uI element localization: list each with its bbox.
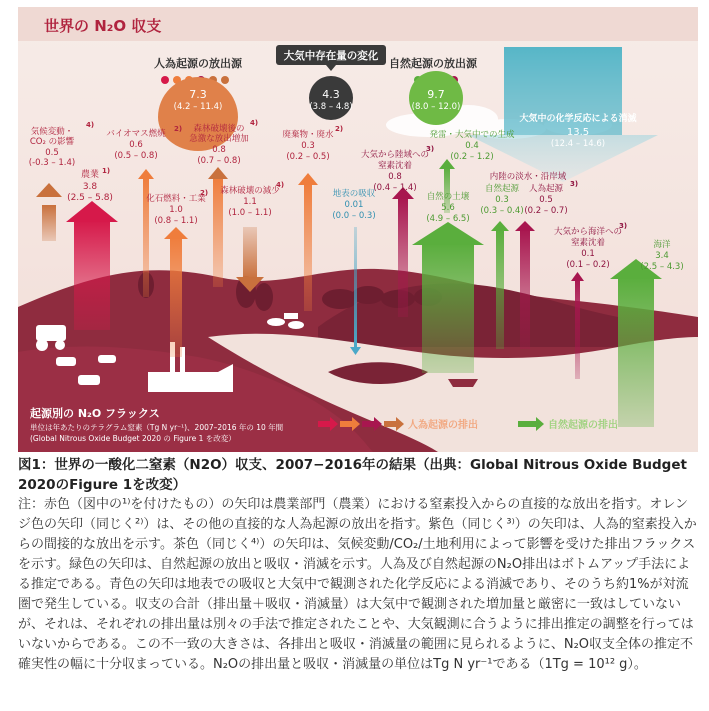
svg-text:海洋: 海洋	[653, 240, 671, 250]
svg-text:自然の土壌: 自然の土壌	[426, 192, 470, 202]
svg-text:急激な放出増加: 急激な放出増加	[189, 134, 249, 144]
svg-text:4): 4)	[249, 119, 259, 127]
svg-text:0.3: 0.3	[301, 141, 315, 151]
svg-text:(4.9 – 6.5): (4.9 – 6.5)	[426, 214, 470, 224]
svg-text:2): 2)	[199, 189, 209, 197]
svg-text:廃棄物・廃水: 廃棄物・廃水	[282, 130, 334, 140]
svg-text:大気から海洋への: 大気から海洋への	[553, 227, 623, 237]
svg-text:(3.8 – 4.8): (3.8 – 4.8)	[309, 102, 353, 112]
boat-icon	[448, 379, 478, 387]
svg-text:(0.2 – 0.7): (0.2 – 0.7)	[524, 206, 568, 216]
svg-text:5.6: 5.6	[441, 203, 455, 213]
svg-text:内陸の淡水・沿岸域: 内陸の淡水・沿岸域	[489, 172, 567, 182]
legend-source: (Global Nitrous Oxide Budget 2020 の Figure 1 を改変）	[30, 434, 236, 443]
header-natural: 自然起源の放出源	[389, 57, 477, 70]
legend-unit: 単位は年あたりのテラグラム窒素（Tg N yr⁻¹)、2007–2016 年の 10 年間	[30, 423, 284, 432]
svg-text:0.1: 0.1	[581, 249, 595, 259]
svg-text:(8.0 – 12.0): (8.0 – 12.0)	[411, 102, 461, 112]
svg-text:(1.0 – 1.1): (1.0 – 1.1)	[228, 208, 272, 218]
svg-text:1.1: 1.1	[243, 197, 257, 207]
svg-text:0.3: 0.3	[495, 195, 509, 205]
svg-text:3): 3)	[618, 222, 628, 230]
svg-text:自然起源: 自然起源	[484, 184, 520, 194]
svg-text:(4.2 – 11.4): (4.2 – 11.4)	[173, 102, 223, 112]
arrow-natural-soils	[412, 222, 484, 373]
svg-text:森林破壊後の: 森林破壊後の	[193, 124, 245, 134]
legend-title: 起源別の N₂O フラックス	[30, 407, 160, 420]
svg-text:1.0: 1.0	[169, 205, 183, 215]
svg-text:3.4: 3.4	[655, 251, 669, 261]
figure-title: 世界の N₂O 収支	[44, 17, 162, 35]
svg-text:4): 4)	[275, 181, 285, 189]
svg-text:(2.5 – 5.8): (2.5 – 5.8)	[67, 193, 113, 203]
circle-atmosphere	[309, 76, 353, 120]
svg-text:2): 2)	[334, 125, 344, 133]
svg-text:地表の吸収: 地表の吸収	[332, 189, 376, 199]
svg-text:(0.5 – 0.8): (0.5 – 0.8)	[114, 151, 158, 161]
svg-text:9.7: 9.7	[427, 88, 445, 101]
svg-text:バイオマス燃焼: バイオマス燃焼	[106, 129, 166, 139]
svg-text:化石燃料・工業: 化石燃料・工業	[146, 194, 206, 204]
svg-text:13.5: 13.5	[566, 127, 590, 138]
caption-note: 注：赤色（図中の¹⁾を付けたもの）の矢印は農業部門（農業）における窒素投入からの直接的な放出を指す。オレンジ色の矢印（同じく²⁾）は、その他の直接的な人為起源の放出を指す。紫色（同じく³⁾）の矢印は、人為的窒素投入からの間接的な放出を示す。茶色（同じく⁴⁾）の矢印は、気候変動/CO₂/土地利用によって影響を受けた排出フラックスを示す。緑色の矢印は、自然起源の放出と吸収・消滅を示す。人為及び自然起源のN₂O排出はボトムアップ手法による推定である。青色の矢印は地表での吸収と大気中で観測された化学反応による消滅であり、そのうち約1%が対流圏で発生している。収支の合計（排出量＋吸収・消滅量）は大気中で観測された増加量と厳密に一致はしていないが、それは、それぞれの排出量は別々の手法で推定されたことや、大気観測に合うように排出推定の調整を行ってはいないからである。この不一致の大きさは、各排出と吸収・消滅量の範囲に見られるように、N₂O収支全体の推定不確実性の幅に十分収まっている。N₂Oの排出量と吸収・消滅量の単位はTg N yr⁻¹である（1Tg = 10¹² g）。	[18, 497, 697, 672]
svg-text:(-0.3 – 1.4): (-0.3 – 1.4)	[28, 158, 76, 168]
legend-anthropogenic: 人為起源の排出	[408, 420, 478, 431]
legend-natural: 自然起源の排出	[548, 420, 618, 431]
svg-text:(0.1 – 0.2): (0.1 – 0.2)	[566, 260, 610, 270]
circle-natural	[409, 71, 463, 125]
svg-text:0.01: 0.01	[344, 200, 364, 210]
svg-text:人為起源: 人為起源	[528, 184, 564, 194]
svg-text:窒素沈着: 窒素沈着	[570, 238, 606, 248]
svg-text:窒素沈着: 窒素沈着	[377, 161, 413, 171]
svg-text:(0.7 – 0.8): (0.7 – 0.8)	[197, 156, 241, 166]
svg-text:(0.4 – 1.4): (0.4 – 1.4)	[373, 183, 417, 193]
svg-text:CO₂ の影響: CO₂ の影響	[29, 137, 75, 147]
n2o-budget-figure	[18, 7, 698, 452]
svg-text:大気から陸域への: 大気から陸域への	[360, 150, 430, 160]
svg-text:3): 3)	[569, 180, 579, 188]
svg-text:(2.5 – 4.3): (2.5 – 4.3)	[640, 262, 684, 272]
svg-text:0.6: 0.6	[129, 140, 143, 150]
header-anthropogenic: 人為起源の放出源	[154, 57, 242, 70]
svg-text:3): 3)	[425, 145, 435, 153]
svg-text:(0.3 – 0.4): (0.3 – 0.4)	[480, 206, 524, 216]
svg-text:気候変動・: 気候変動・	[30, 127, 74, 137]
svg-text:発雷・大気中での生成: 発雷・大気中での生成	[429, 130, 515, 140]
figure-caption	[18, 455, 698, 675]
caption-title: 図1：世界の一酸化二窒素（N2O）収支、2007−2016年の結果（出典：Global Nitrous Oxide Budget 2020のFigure 1を改変）	[18, 457, 687, 493]
header-atmosphere: 大気中存在量の変化	[283, 50, 379, 62]
svg-text:農業: 農業	[80, 170, 100, 180]
svg-text:7.3: 7.3	[189, 88, 207, 101]
svg-text:0.8: 0.8	[388, 172, 402, 182]
svg-text:(0.8 – 1.1): (0.8 – 1.1)	[154, 216, 198, 226]
svg-text:4.3: 4.3	[322, 88, 340, 101]
svg-text:0.4: 0.4	[465, 141, 479, 151]
svg-text:0.5: 0.5	[45, 148, 59, 158]
svg-text:1): 1)	[101, 167, 111, 175]
svg-text:(0.2 – 1.2): (0.2 – 1.2)	[450, 152, 494, 162]
svg-text:2): 2)	[173, 125, 183, 133]
svg-text:4): 4)	[85, 121, 95, 129]
svg-text:0.5: 0.5	[539, 195, 553, 205]
svg-text:(0.0 – 0.3): (0.0 – 0.3)	[332, 211, 376, 221]
svg-text:(12.4 – 14.6): (12.4 – 14.6)	[550, 139, 606, 149]
svg-text:3.8: 3.8	[82, 182, 98, 192]
svg-text:(0.2 – 0.5): (0.2 – 0.5)	[286, 152, 330, 162]
svg-text:0.8: 0.8	[212, 145, 226, 155]
svg-text:大気中の化学反応による消滅: 大気中の化学反応による消滅	[519, 114, 637, 124]
svg-text:森林破壊の減少: 森林破壊の減少	[220, 186, 280, 196]
